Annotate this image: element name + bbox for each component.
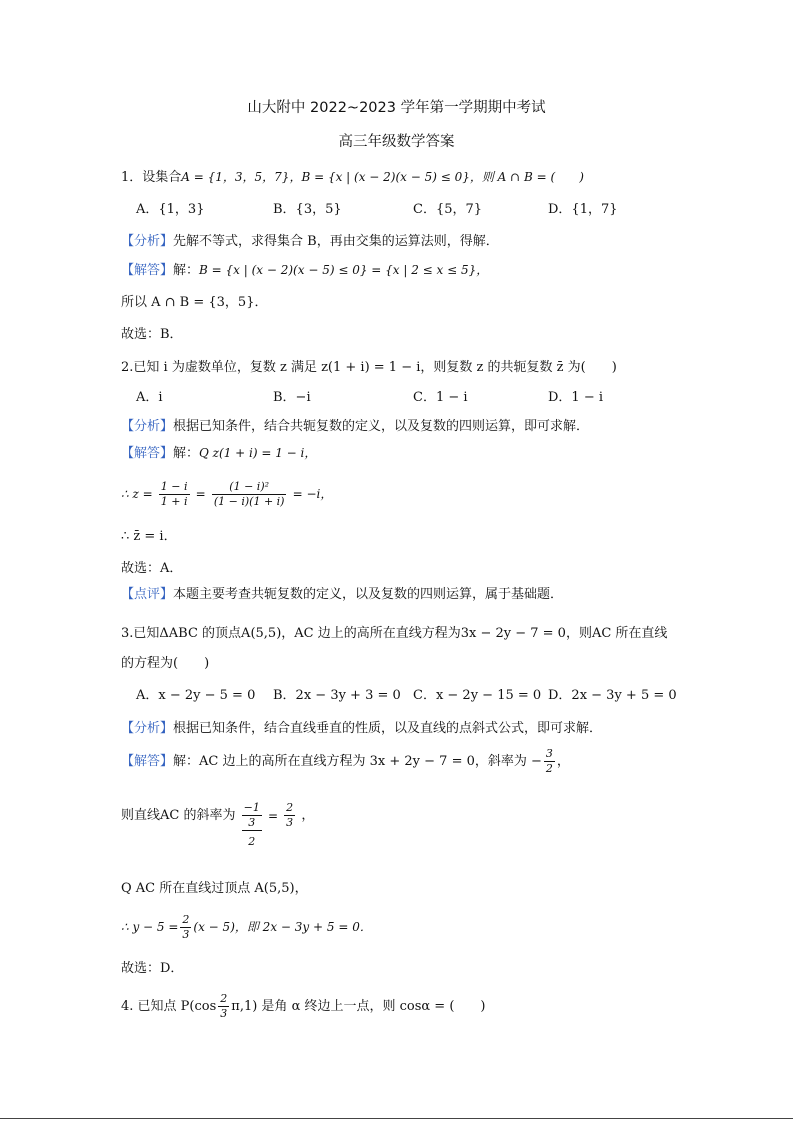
q3-slope-line: 则直线AC 的斜率为 −1 3 2 = $\frac{2}{3}$ ，: [121, 801, 315, 848]
q2-analysis: 【分析】根据已知条件，结合共轭复数的定义，以及复数的四则运算，即可求解．: [121, 419, 590, 434]
q2-conjugate: ∴ z̄ = i．: [121, 529, 177, 544]
q3-option-d: D．2x − 3y + 5 = 0: [548, 688, 677, 703]
fraction: $\frac{2}{3}$: [182, 913, 190, 941]
page-bottom-rule: [0, 1118, 793, 1119]
fraction: $\frac{1 - i}{1 + i}$: [160, 480, 188, 508]
q3-solution: 【解答】解：AC 边上的高所在直线方程为 3x + 2y − 7 = 0，斜率为 − $\frac{3}{2}$ ，: [121, 747, 570, 775]
page-title: 山大附中 2022~2023 学年第一学期期中考试: [247, 100, 546, 116]
q2-equation: ∴ z = $\frac{1 - i}{1 + i}$ = $\frac{\text{(1 − i)²}}{(1 - i)(1 + i)}$ = −i，: [121, 480, 333, 508]
q1-option-b: B．{3，5}: [273, 202, 342, 217]
q3-option-a: A．x − 2y − 5 = 0: [136, 688, 256, 703]
fraction: $\frac{\text{(1 − i)²}}{(1 - i)(1 + i)}$: [213, 480, 285, 508]
q4-stem: 4. 已知点 P(cos $\frac{2}{3}$ π,1) 是角 α 终边上一点，则 cosα = ( ): [121, 992, 486, 1020]
q2-option-c: C．1 − i: [413, 390, 468, 405]
q2-solution: 【解答】解：Q z(1 + i) = 1 − i，: [121, 446, 317, 461]
q1-option-d: D．{1，7}: [548, 202, 618, 217]
page-subtitle: 高三年级数学答案: [338, 134, 455, 150]
fraction: $\frac{3}{2}$: [545, 747, 553, 775]
q2-option-d: D．1 − i: [548, 390, 604, 405]
q3-through-point: Q AC 所在直线过顶点 A(5,5)，: [121, 881, 308, 896]
fraction: $\frac{2}{3}$: [220, 992, 228, 1020]
q2-option-b: B．−i: [273, 390, 311, 405]
q3-option-b: B．2x − 3y + 3 = 0: [273, 688, 401, 703]
q3-stem: 3.已知ΔABC 的顶点A(5,5)，AC 边上的高所在直线方程为3x − 2y − 7 = 0，则AC 所在直线: [121, 626, 668, 641]
q1-answer: 故选：B．: [121, 327, 183, 342]
q3-analysis: 【分析】根据已知条件，结合直线垂直的性质，以及直线的点斜式公式，即可求解．: [121, 721, 603, 736]
q3-stem-cont: 的方程为( ): [121, 656, 210, 671]
q2-stem: 2.已知 i 为虚数单位，复数 z 满足 z(1 + i) = 1 − i，则复数 z 的共轭复数 z̄ 为( ): [121, 360, 617, 375]
q1-stem: 1．设集合A = {1，3，5，7}，B = {x | (x − 2)(x − 5) ≤ 0}，则 A ∩ B = ( ): [121, 170, 584, 185]
q3-answer: 故选：D．: [121, 961, 184, 976]
q2-comment: 【点评】本题主要考查共轭复数的定义，以及复数的四则运算，属于基础题．: [121, 587, 564, 602]
q3-option-c: C．x − 2y − 15 = 0: [413, 688, 542, 703]
compound-fraction: −1 3 2: [243, 801, 260, 848]
fraction: $\frac{2}{3}$: [286, 801, 294, 829]
q1-option-c: C．{5，7}: [413, 202, 483, 217]
q1-intersection: 所以 A ∩ B = {3，5}．: [121, 295, 268, 310]
q3-point-slope: ∴ y − 5 = $\frac{2}{3}$ (x − 5)，即 2x − 3y + 5 = 0．: [121, 913, 372, 941]
q1-option-a: A．{1，3}: [136, 202, 205, 217]
q2-answer: 故选：A．: [121, 561, 183, 576]
q1-solution: 【解答】解：B = {x | (x − 2)(x − 5) ≤ 0} = {x | 2 ≤ x ≤ 5}，: [121, 263, 489, 278]
q2-option-a: A．i: [136, 390, 163, 405]
q1-analysis: 【分析】先解不等式，求得集合 B，再由交集的运算法则，得解．: [121, 234, 499, 249]
